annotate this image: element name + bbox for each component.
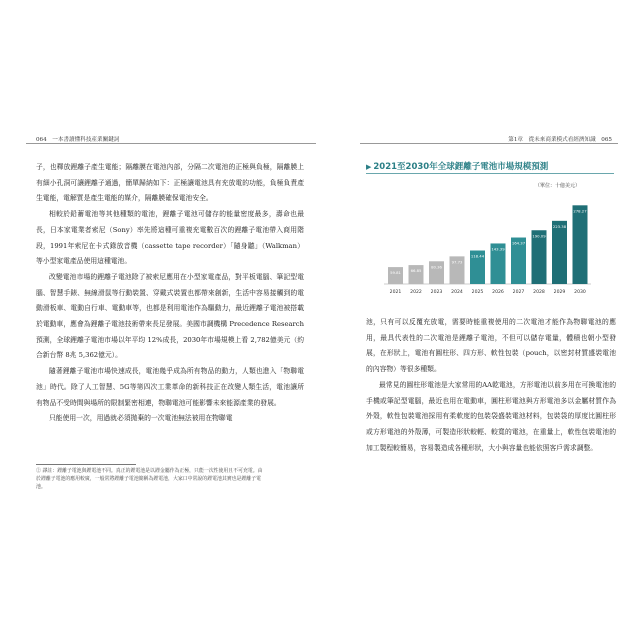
footnote-rule [36,464,136,465]
paragraph: 隨著鋰離子電池市場快速成長，電池幾乎成為所有物品的動力，人類也進入「物聯電池」時代。除了人工智慧、5G等第四次工業革命的新科技正在改變人類生活，電池讓所有物品不受時間與場所的限制緊密相連，物聯電池可能影響未來能源產業的發展。 [36,367,304,407]
chart-title-rule [366,173,614,174]
x-tick-label: 2030 [574,290,586,295]
bar-value-label: 59.81 [390,270,401,276]
paragraph: 最常見的圓柱形電池是大家常用的AA乾電池，方形電池以前多用在可換電池的手機或筆記型電腦，最近也用在電動車，圓柱形電池與方形電池多以金屬材質作為外殼，軟性包裝電池採用有柔軟度的包裝袋盛裝電池材料，包裝袋的厚度比圓柱形或方形電池的外殼薄，可製造形狀較輕、較寬的電池，在重量上，軟性包裝電池的加工製程較簡易，容易製造成各種形狀，大小與容量也能依照客戶需求調整。 [366,380,616,452]
bar-chart [366,188,614,300]
x-tick-label: 2026 [492,290,504,295]
paragraph: 相較於鉛蓄電池等其他種類的電池，鋰離子電池可儲存的能量密度最多，壽命也最長，日本家電業者索尼（Sony）率先將這種可重複充電數百次的鋰離子電池帶入商用階段，1991年索尼在卡式錄放音機（cassette tape recorder）「隨身聽」（Walkman）等小型家電產品使用這種電池。 [36,210,304,266]
paragraph: 只能使用一次，用過就必須拋棄的一次電池無法被用在物聯電 [49,414,233,423]
x-tick-label: 2025 [471,290,484,295]
bar-value-label: 278.27 [573,208,587,214]
bar-value-label: 80.36 [431,264,442,270]
bar-2030 [573,205,588,284]
x-tick-label: 2024 [451,290,463,295]
x-tick-label: 2022 [410,290,422,295]
paragraph: 改變電池市場的鋰離子電池除了被索尼應用在小型家電產品，對平板電腦、筆記型電腦、智慧手錶、無線滑鼠等行動裝置、穿戴式裝置也都帶來創新，生活中容易接觸到的電動滑板車、電動自行車、電動車等，也都是利用電池作為驅動力，最近鋰離子電池被搭載於電動車，應會為鋰離子電池技術帶來長足發展。美國市調機構 Precedence Research 預測，全球鋰離子電池市場以年平均 12%成長，2030年市場規模上看 2,782億美元（約合新台幣 8兆 5,362億元）。 [36,272,304,360]
right-page [360,120,618,520]
left-page [26,120,316,520]
bar-2029 [552,221,567,284]
left-page-body [36,160,304,427]
header-rule-left [26,143,316,144]
chart-unit-label: （單位：十億美元） [534,183,580,189]
bar-value-label: 97.73 [451,259,463,265]
x-tick-label: 2029 [553,290,566,295]
x-tick-label: 2023 [430,290,443,295]
bar-value-label: 143.39 [491,246,505,252]
right-page-header: 第1章 從未來商業模式看經濟知識 065 [508,137,612,143]
left-page-header: 064 一本書讀懂科技產業關鍵詞 [36,137,120,143]
triangle-bullet-icon: ▶ [366,163,372,171]
paragraph: 池，只有可以反覆充放電，需要時能重複使用的二次電池才能作為物聯電池的應用，最具代表性的二次電池是鋰離子電池，不但可以儲存電量，體積也朝小型發展，在形狀上，電池有圓柱形、四方形、軟性包裝（pouch，以密封材質盛裝電池的內容物）等很多種類。 [366,318,616,374]
chart-title-text: 2021至2030年全球鋰離子電池市場規模預測 [373,162,549,172]
paragraph: 子，也釋放鋰離子產生電能；隔離膜在電池內部，分隔二次電池的正極與負極，隔離膜上有細小孔洞可讓鋰離子通過，簡單歸納如下：正極讓電池具有充放電的功能，負極負責產生電能，電解質是產生電能的媒介，隔離膜確保電池安全。 [36,163,304,203]
header-rule-right [360,143,618,144]
x-tick-label: 2021 [389,290,402,295]
bar-value-label: 66.85 [410,268,422,274]
market-size-chart [366,160,614,300]
chart-title [366,160,548,172]
bar-value-label: 118.44 [470,253,485,259]
bar-value-label: 164.37 [511,240,526,246]
footnote: ② 譯註：鋰離子電池與鋰電池不同。真正的鋰電池是以鋰金屬作為正極，只能一次性使用且不可充電。由於鋰離子電池的應用較廣，一般常將鋰離子電池簡稱為鋰電池，大家口中常說的鋰電池其實也是鋰離子電池。 [36,468,263,491]
bar-value-label: 223.38 [552,223,567,229]
bar-2028 [532,230,547,284]
x-tick-label: 2027 [512,290,525,295]
right-page-body [366,315,616,456]
bar-value-label: 190.09 [532,233,546,239]
x-tick-label: 2028 [533,290,545,295]
